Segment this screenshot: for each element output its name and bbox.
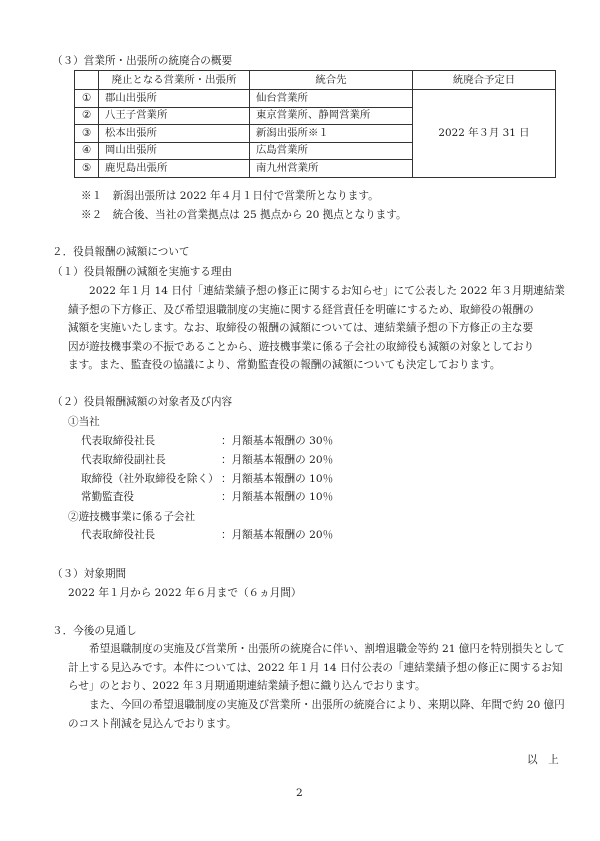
destination-cell: 広島営業所 bbox=[250, 142, 413, 160]
period-text: 2022 年１月から 2022 年６月まで（６ヵ月間） bbox=[68, 587, 302, 599]
outlook-paragraph-2 bbox=[68, 696, 566, 733]
abolished-office-cell: 鹿児島出張所 bbox=[99, 160, 250, 178]
table-header-row bbox=[75, 71, 556, 90]
header-number bbox=[75, 71, 99, 90]
subsection-heading-targets: （２）役員報酬減額の対象者及び内容 bbox=[52, 396, 233, 408]
scheduled-date-cell: 2022 年３月 31 日 bbox=[413, 90, 556, 178]
row-number: ③ bbox=[75, 125, 99, 143]
section-heading-office-consolidation: （３）営業所・出張所の統廃合の概要 bbox=[52, 55, 233, 67]
row-number: ① bbox=[75, 90, 99, 108]
abolished-office-cell: 郡山出張所 bbox=[99, 90, 250, 108]
abolished-office-cell: 岡山出張所 bbox=[99, 142, 250, 160]
role-label: 取締役（社外取締役を除く） bbox=[81, 473, 219, 485]
page-number: 2 bbox=[296, 787, 303, 799]
reduction-detail: ：月額基本報酬の 20％ bbox=[221, 529, 334, 541]
paragraph-line: また、今回の希望退職制度の実施及び営業所・出張所の統廃合により、来期以降、年間で約 20 億円 bbox=[89, 699, 565, 711]
reduction-detail: ：月額基本報酬の 30％ bbox=[221, 435, 334, 447]
section-heading-outlook: ３．今後の見通し bbox=[52, 625, 137, 637]
abolished-office-cell: 八王子営業所 bbox=[99, 107, 250, 125]
paragraph-line: 2022 年１月 14 日付「連結業績予想の修正に関するお知らせ」にて公表した 2022 年３月期連結業 bbox=[89, 285, 565, 297]
header-abolished-office: 廃止となる営業所・出張所 bbox=[99, 71, 250, 90]
paragraph-line: 減額を実施いたします。なお、取締役の報酬の減額については、連結業績予想の下方修正の主な要 bbox=[68, 322, 534, 334]
header-destination: 統合先 bbox=[250, 71, 413, 90]
section-heading-compensation: ２．役員報酬の減額について bbox=[52, 246, 190, 258]
paragraph-line: のコスト削減を見込んでおります。 bbox=[68, 717, 237, 730]
table-row bbox=[75, 90, 556, 108]
paragraph-line: ます。また、監査役の協議により、常勤監査役の報酬の減額についても決定しております。 bbox=[68, 359, 501, 371]
subsection-heading-reason: （１）役員報酬の減額を実施する理由 bbox=[52, 266, 233, 278]
row-number: ⑤ bbox=[75, 160, 99, 178]
subsection-heading-period: （３）対象期間 bbox=[52, 568, 127, 580]
paragraph-line: 計上する見込みです。本件については、2022 年１月 14 日付公表の「連結業績予想の修正に関するお知 bbox=[68, 661, 563, 674]
role-label: 代表取締役社長 bbox=[81, 529, 156, 541]
abolished-office-cell: 松本出張所 bbox=[99, 125, 250, 143]
group-title-company: ①当社 bbox=[68, 416, 100, 428]
header-scheduled-date: 統廃合予定日 bbox=[413, 71, 556, 90]
paragraph-line: 希望退職制度の実施及び営業所・出張所の統廃合に伴い、割増退職金等約 21 億円を特別損失として bbox=[89, 643, 565, 655]
reduction-detail: ：月額基本報酬の 20％ bbox=[221, 454, 334, 466]
paragraph-line: らせ」のとおり、2022 年３月期通期連結業績予想に織り込んでおります。 bbox=[68, 680, 426, 692]
destination-cell: 仙台営業所 bbox=[250, 90, 413, 108]
reason-paragraph bbox=[68, 282, 566, 375]
paragraph-line: 因が遊技機事業の不振であることから、遊技機事業に係る子会社の取締役も減額の対象としており bbox=[68, 340, 535, 353]
closing-mark: 以 上 bbox=[527, 754, 559, 766]
group-title-subsidiary: ②遊技機事業に係る子会社 bbox=[68, 511, 196, 523]
destination-cell: 東京営業所、静岡営業所 bbox=[250, 107, 413, 125]
role-label: 常勤監査役 bbox=[81, 491, 134, 503]
reduction-detail: ：月額基本報酬の 10％ bbox=[221, 491, 334, 503]
reduction-detail: ：月額基本報酬の 10％ bbox=[221, 473, 334, 485]
row-number: ② bbox=[75, 107, 99, 125]
office-consolidation-table bbox=[74, 70, 556, 178]
table-note: ※１ 新潟出張所は 2022 年４月１日付で営業所となります。 bbox=[81, 190, 379, 202]
row-number: ④ bbox=[75, 142, 99, 160]
destination-cell: 新潟出張所※１ bbox=[250, 125, 413, 143]
role-label: 代表取締役社長 bbox=[81, 435, 156, 447]
outlook-paragraph-1 bbox=[68, 640, 566, 696]
paragraph-line: 績予想の下方修正、及び希望退職制度の実施に関する経営責任を明確にするため、取締役の報酬の bbox=[68, 303, 534, 316]
destination-cell: 南九州営業所 bbox=[250, 160, 413, 178]
table-note: ※２ 統合後、当社の営業拠点は 25 拠点から 20 拠点となります。 bbox=[81, 209, 407, 221]
role-label: 代表取締役副社長 bbox=[81, 454, 166, 466]
